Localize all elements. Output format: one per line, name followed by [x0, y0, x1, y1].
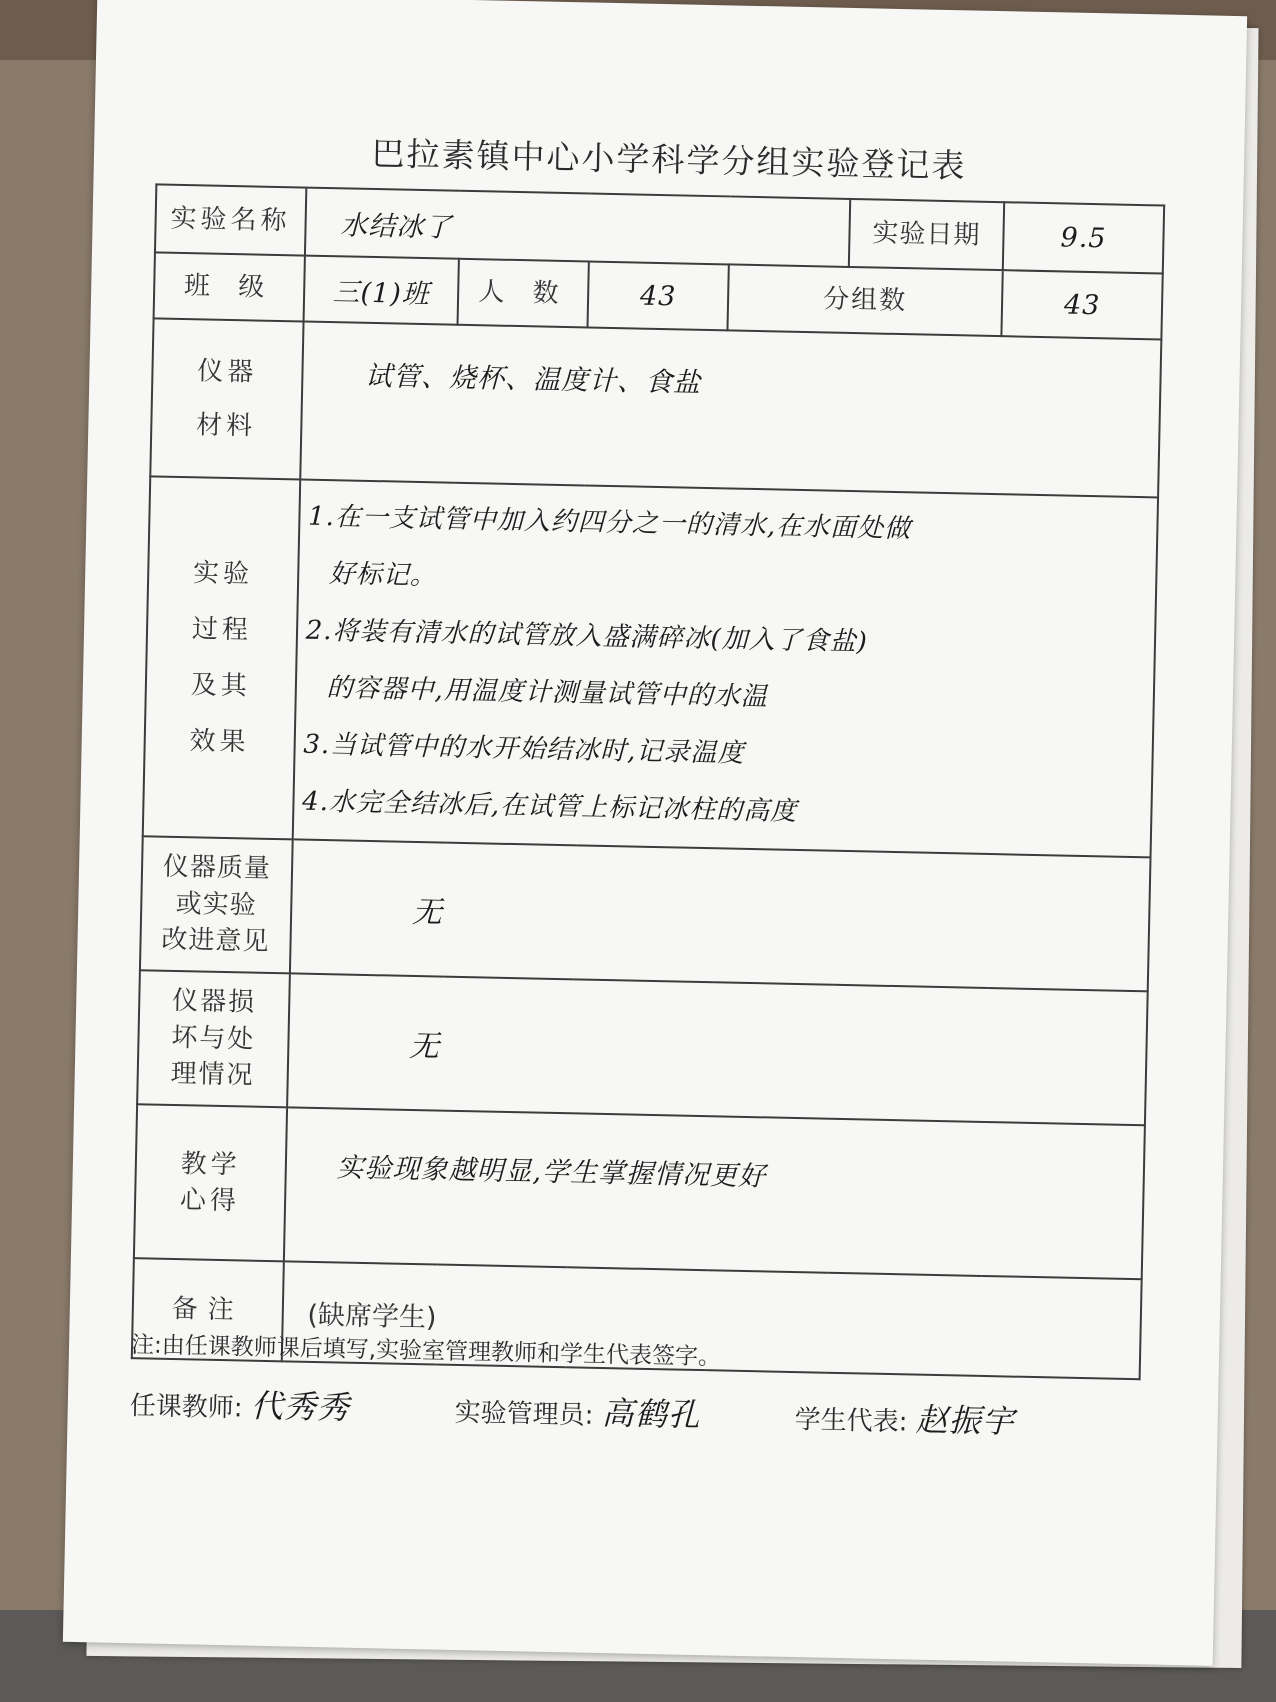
admin-signature-block — [454, 1385, 701, 1436]
process-label-line1: 实验 — [192, 558, 254, 590]
registration-form-sheet — [63, 0, 1247, 1666]
class-label: 班 级 — [154, 252, 305, 321]
form-title: 巴拉素镇中心小学科学分组实验登记表 — [371, 133, 967, 186]
teacher-signature-block — [129, 1378, 350, 1429]
admin-signature: 高鹤孔 — [601, 1394, 702, 1435]
teacher-signature: 代秀秀 — [250, 1386, 351, 1427]
row-damage — [137, 970, 1148, 1125]
materials-value: 试管、烧杯、温度计、食盐 — [364, 360, 702, 399]
experiment-date-value: 9.5 — [1060, 221, 1107, 254]
student-rep-signature: 赵振宇 — [915, 1400, 1016, 1441]
materials-cell — [300, 322, 1161, 498]
quality-cell — [290, 839, 1151, 991]
remarks-label: 备注 — [132, 1258, 284, 1361]
quality-label — [140, 836, 292, 973]
reflection-cell — [284, 1107, 1145, 1279]
reflection-label-line2: 心得 — [179, 1185, 241, 1217]
student-count-cell — [588, 261, 729, 330]
process-label-line4: 效果 — [189, 726, 250, 758]
process-label — [143, 476, 300, 839]
student-rep-label: 学生代表: — [794, 1405, 908, 1438]
group-count-label: 分组数 — [727, 264, 1003, 336]
row-reflection — [134, 1104, 1145, 1279]
experiment-name-cell — [305, 188, 850, 267]
process-step-3: 3.当试管中的水开始结冰时,记录温度 — [303, 729, 745, 769]
group-count-value: 43 — [1063, 288, 1101, 321]
admin-label: 实验管理员: — [454, 1397, 594, 1431]
damage-label-line1: 仪器损 — [171, 986, 257, 1019]
row-quality — [140, 836, 1151, 991]
footnote: 注:由任课教师课后填写,实验室管理教师和学生代表签字。 — [130, 1332, 722, 1371]
experiment-name-label: 实验名称 — [155, 184, 306, 255]
process-step-1: 1.在一支试管中加入约四分之一的清水,在水面处做 — [307, 501, 912, 545]
row-materials — [150, 318, 1161, 497]
reflection-label — [134, 1104, 287, 1261]
materials-label-line2: 材料 — [195, 410, 257, 442]
materials-label-line1: 仪器 — [197, 356, 258, 388]
process-step-2-cont: 的容器中,用温度计测量试管中的水温 — [326, 673, 769, 713]
remarks-value: (缺席学生) — [307, 1299, 437, 1334]
damage-label-line3: 理情况 — [170, 1059, 255, 1091]
row-process — [143, 476, 1158, 857]
student-signature-block — [794, 1392, 1015, 1443]
experiment-date-cell — [1003, 202, 1164, 273]
process-steps — [292, 479, 1158, 857]
teacher-label: 任课教师: — [129, 1391, 243, 1424]
materials-label — [150, 318, 303, 479]
student-count-value: 43 — [639, 280, 677, 312]
damage-cell — [287, 973, 1148, 1125]
group-count-cell — [1002, 270, 1163, 339]
experiment-date-label: 实验日期 — [848, 199, 1004, 270]
process-step-1-cont: 好标记。 — [328, 559, 438, 592]
quality-label-line1: 仪器质量 — [162, 852, 272, 885]
student-count-label: 人 数 — [458, 259, 589, 328]
process-label-line2: 过程 — [191, 614, 253, 646]
process-step-2: 2.将装有清水的试管放入盛满碎冰(加入了食盐) — [305, 615, 869, 658]
experiment-name-value: 水结冰了 — [339, 209, 453, 244]
quality-label-line3: 改进意见 — [161, 924, 270, 958]
damage-label — [137, 970, 289, 1107]
damage-value: 无 — [408, 1028, 441, 1065]
class-value: 三(1)班 — [332, 276, 431, 310]
class-cell — [303, 256, 459, 325]
signature-row — [129, 1378, 1140, 1441]
reflection-label-line1: 教学 — [180, 1148, 242, 1181]
experiment-register-table — [131, 183, 1165, 1380]
damage-label-line2: 坏与处 — [171, 1022, 256, 1055]
reflection-value: 实验现象越明显,学生掌握情况更好 — [336, 1152, 767, 1193]
quality-value: 无 — [411, 894, 444, 931]
quality-label-line2: 或实验 — [175, 888, 257, 921]
process-step-4: 4.水完全结冰后,在试管上标记冰柱的高度 — [301, 786, 798, 827]
process-label-line3: 及其 — [190, 670, 252, 702]
